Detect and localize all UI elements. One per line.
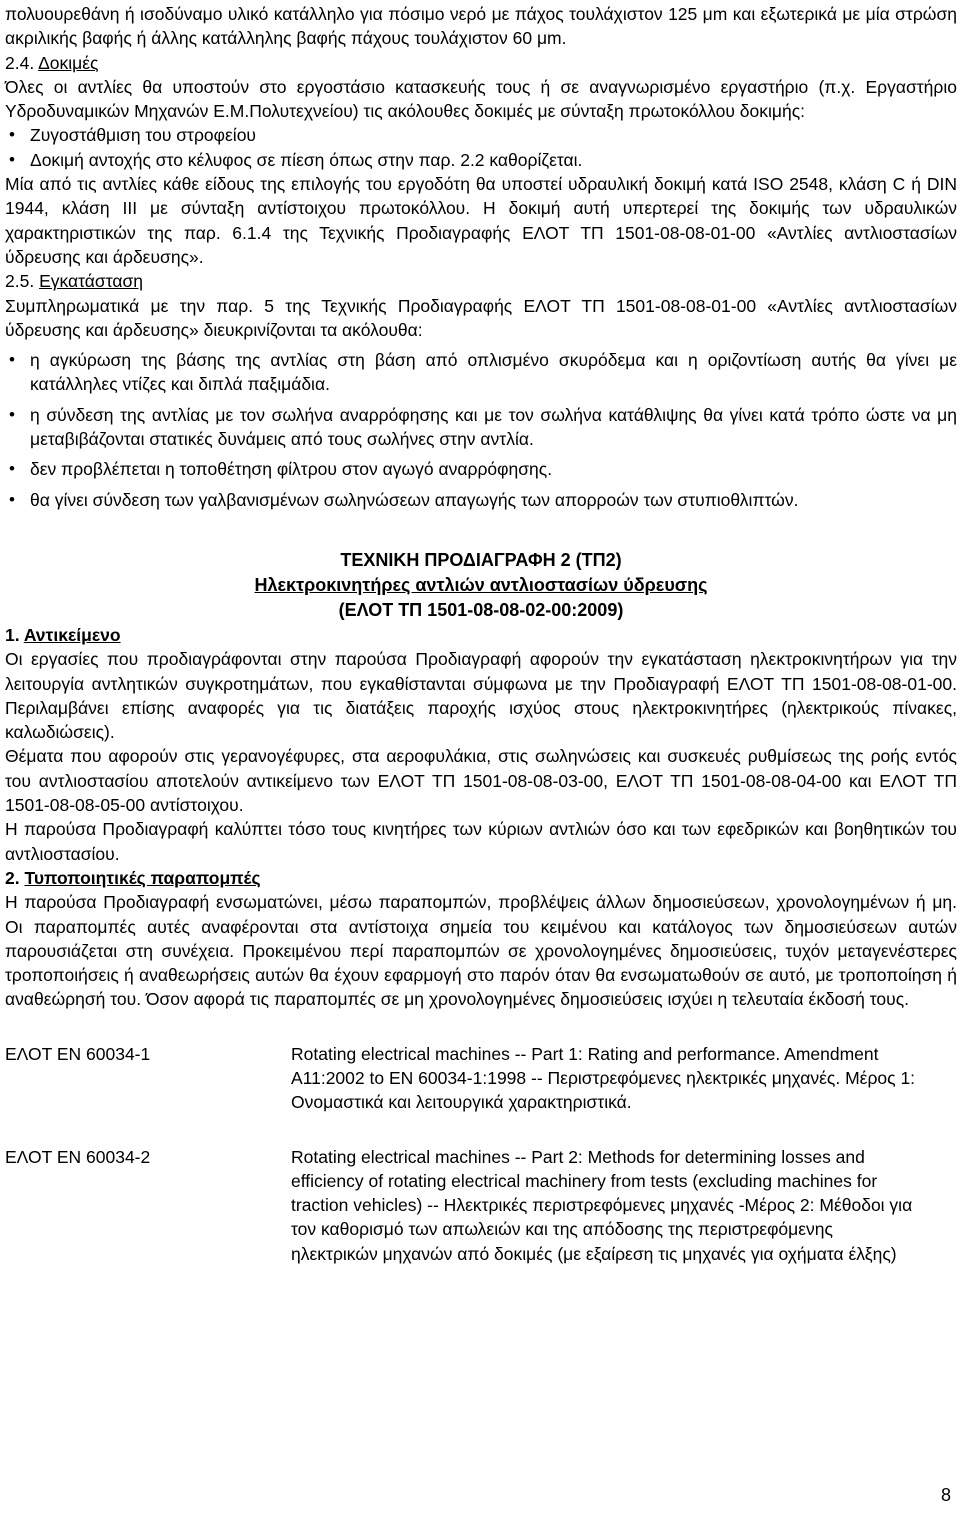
spec-header: [5, 548, 957, 623]
section-1-heading: [5, 623, 957, 647]
section-2-5-number: 2.5.: [5, 271, 40, 292]
section-2-4-heading: [5, 51, 957, 75]
section-2-4-paragraph: Όλες οι αντλίες θα υποστούν στο εργοστάσιο κατασκευής τους ή σε αναγνωρισμένο εργαστήριο (π.χ. Εργαστήριο Υδροδυναμικών Μηχανών Ε.Μ.Πολυτεχνείου) τις ακόλουθες δοκιμές με σύνταξη πρωτοκόλλου δοκιμής:: [5, 76, 957, 122]
spec-title: ΤΕΧΝΙΚΗ ΠΡΟΔΙΑΓΡΑΦΗ 2 (ΤΠ2): [340, 549, 622, 570]
section-2-5-title: Εγκατάσταση: [39, 271, 144, 292]
list-item: • δεν προβλέπεται η τοποθέτηση φίλτρου στον αγωγό αναρρόφησης.: [5, 457, 957, 481]
section-2-heading: [5, 866, 957, 890]
section-1-number: 1.: [5, 624, 24, 645]
reference-code: ΕΛΟΤ ΕΝ 60034-2: [5, 1146, 151, 1167]
section-1-paragraph: Οι εργασίες που προδιαγράφονται στην παρούσα Προδιαγραφή αφορούν την εγκατάσταση ηλεκτροκινητήρων για την λειτουργία αντλητικών συγκροτημάτων, που εγκαθίστανται σύμφωνα με την Προδιαγραφή ΕΛΟΤ ΤΠ 1501-08-08-01-00. Περιλαμβάνει επίσης αναφορές για τις διατάξεις παροχής ισχύος στους ηλεκτροκινητήρες (ηλεκτρικούς πίνακες, καλωδιώσεις).: [5, 649, 957, 743]
section-1-paragraph: Η παρούσα Προδιαγραφή καλύπτει τόσο τους κινητήρες των κύριων αντλιών όσο και των εφεδρικών και βοηθητικών του αντλιοστασίου.: [5, 819, 957, 864]
section-2-5-paragraph: Συμπληρωματικά με την παρ. 5 της Τεχνικής Προδιαγραφής ΕΛΟΤ ΤΠ 1501-08-08-01-00 «Αντλίες αντλιοστασίων ύδρευσης και άρδευσης» διευκρινίζονται τα ακόλουθα:: [5, 295, 957, 340]
list-item: • η αγκύρωση της βάσης της αντλίας στη βάση από οπλισμένο σκυρόδεμα και η οριζοντίωση αυτής θα γίνει με κατάλληλες ντίζες και διπλά παξιμάδια.: [5, 348, 957, 397]
list-item: • Δοκιμή αντοχής στο κέλυφος σε πίεση όπως στην παρ. 2.2 καθορίζεται.: [5, 148, 957, 172]
reference-row: [5, 1042, 957, 1115]
page-number: 8: [940, 1485, 951, 1505]
section-2-title: Τυποποιητικές παραπομπές: [24, 867, 261, 888]
spec-subtitle: Ηλεκτροκινητήρες αντλιών αντλιοστασίων ύδρευσης: [254, 574, 708, 595]
intro-paragraph: πολυουρεθάνη ή ισοδύναμο υλικό κατάλληλο για πόσιμο νερό με πάχος τουλάχιστον 125 μm και εξωτερικά με μία στρώση ακριλικής βαφής ή άλλης κατάλληλης βαφής πάχους τουλάχιστον 60 μm.: [5, 4, 957, 49]
document-page: [5, 2, 957, 1266]
section-1-title: Αντικείμενο: [23, 624, 121, 645]
reference-code: ΕΛΟΤ ΕΝ 60034-1: [5, 1043, 151, 1064]
list-item: • η σύνδεση της αντλίας με τον σωλήνα αναρρόφησης και με τον σωλήνα κατάθλιψης θα γίνει κατά τρόπο ώστε να μη μεταβιβάζονται στατικές δυνάμεις από τους σωλήνες στην αντλία.: [5, 403, 957, 452]
section-2-5-bullet-list: [5, 348, 957, 512]
section-2-number: 2.: [5, 867, 25, 888]
section-1-paragraph: Θέματα που αφορούν στις γερανογέφυρες, στα αεροφυλάκια, στις σωληνώσεις και συσκευές ρυθμίσεως της ροής εντός του αντλιοστασίου αποτελούν αντικείμενο των ΕΛΟΤ ΤΠ 1501-08-08-03-00, ΕΛΟΤ ΤΠ 1501-08-08-04-00 και ΕΛΟΤ ΤΠ 1501-08-08-05-00 αντίστοιχου.: [5, 746, 957, 816]
section-2-paragraph: Η παρούσα Προδιαγραφή ενσωματώνει, μέσω παραπομπών, προβλέψεις άλλων δημοσιεύσεων, χρονολογημένων ή μη. Οι παραπομπές αυτές αναφέρονται στα αντίστοιχα σημεία του κειμένου και κατάλογος των δημοσιεύσεων αυτών παρουσιάζεται στη συνέχεια. Προκειμένου περί παραπομπών σε χρονολογημένες δημοσιεύσεις, τυχόν μεταγενέστερες τροποποιήσεις ή αναθεωρήσεις αυτών θα έχουν εφαρμογή στο παρόν όταν θα ενσωματωθούν σε αυτό, με τροποποίηση ή αναθεώρησή του. Όσον αφορά τις παραπομπές σε μη χρονολογημένες δημοσιεύσεις ισχύει η τελευταία έκδοσή τους.: [5, 892, 957, 1010]
list-item: • θα γίνει σύνδεση των γαλβανισμένων σωληνώσεων απαγωγής των απορροών των στυπιοθλιπτών.: [5, 488, 957, 512]
reference-description: Rotating electrical machines -- Part 2: Methods for determining losses and efficiency of rotating electrical machinery from tests (excluding machines for traction vehicles) -- Ηλεκτρικές περιστρεφόμενες μηχανές -Μέρος 2: Μέθοδοι για τον καθορισμό των απωλειών και της απόδοσης της περιστρεφόμενης ηλεκτρικών μηχανών από δοκιμές (με εξαίρεση τις μηχανές για οχήματα έλξης): [291, 1146, 913, 1264]
section-2-4-bullet-list: [5, 123, 957, 172]
spec-code: (ΕΛΟΤ ΤΠ 1501-08-08-02-00:2009): [338, 599, 624, 620]
section-2-4-number: 2.4.: [5, 52, 39, 73]
section-2-4-paragraph-2: Μία από τις αντλίες κάθε είδους της επιλογής του εργοδότη θα υποστεί υδραυλική δοκιμή κατά ISO 2548, κλάση C ή DIN 1944, κλάση III με σύνταξη αντίστοιχου πρωτοκόλλου. Η δοκιμή αυτή υπερτερεί της δοκιμής των υδραυλικών χαρακτηριστικών της παρ. 6.1.4 της Τεχνικής Προδιαγραφής ΕΛΟΤ ΤΠ 1501-08-08-01-00 «Αντλίες αντλιοστασίων ύδρευσης και άρδευσης».: [5, 174, 957, 267]
section-2-4-title: Δοκιμές: [38, 52, 99, 73]
list-item: • Ζυγοστάθμιση του στροφείου: [5, 123, 957, 147]
reference-description: Rotating electrical machines -- Part 1: Rating and performance. Amendment A11:2002 to EN 60034-1:1998 -- Περιστρεφόμενες ηλεκτρικές μηχανές. Μέρος 1: Ονομαστικά και λειτουργικά χαρακτηριστικά.: [291, 1043, 916, 1113]
reference-row: [5, 1145, 957, 1266]
section-2-5-heading: [5, 269, 957, 293]
